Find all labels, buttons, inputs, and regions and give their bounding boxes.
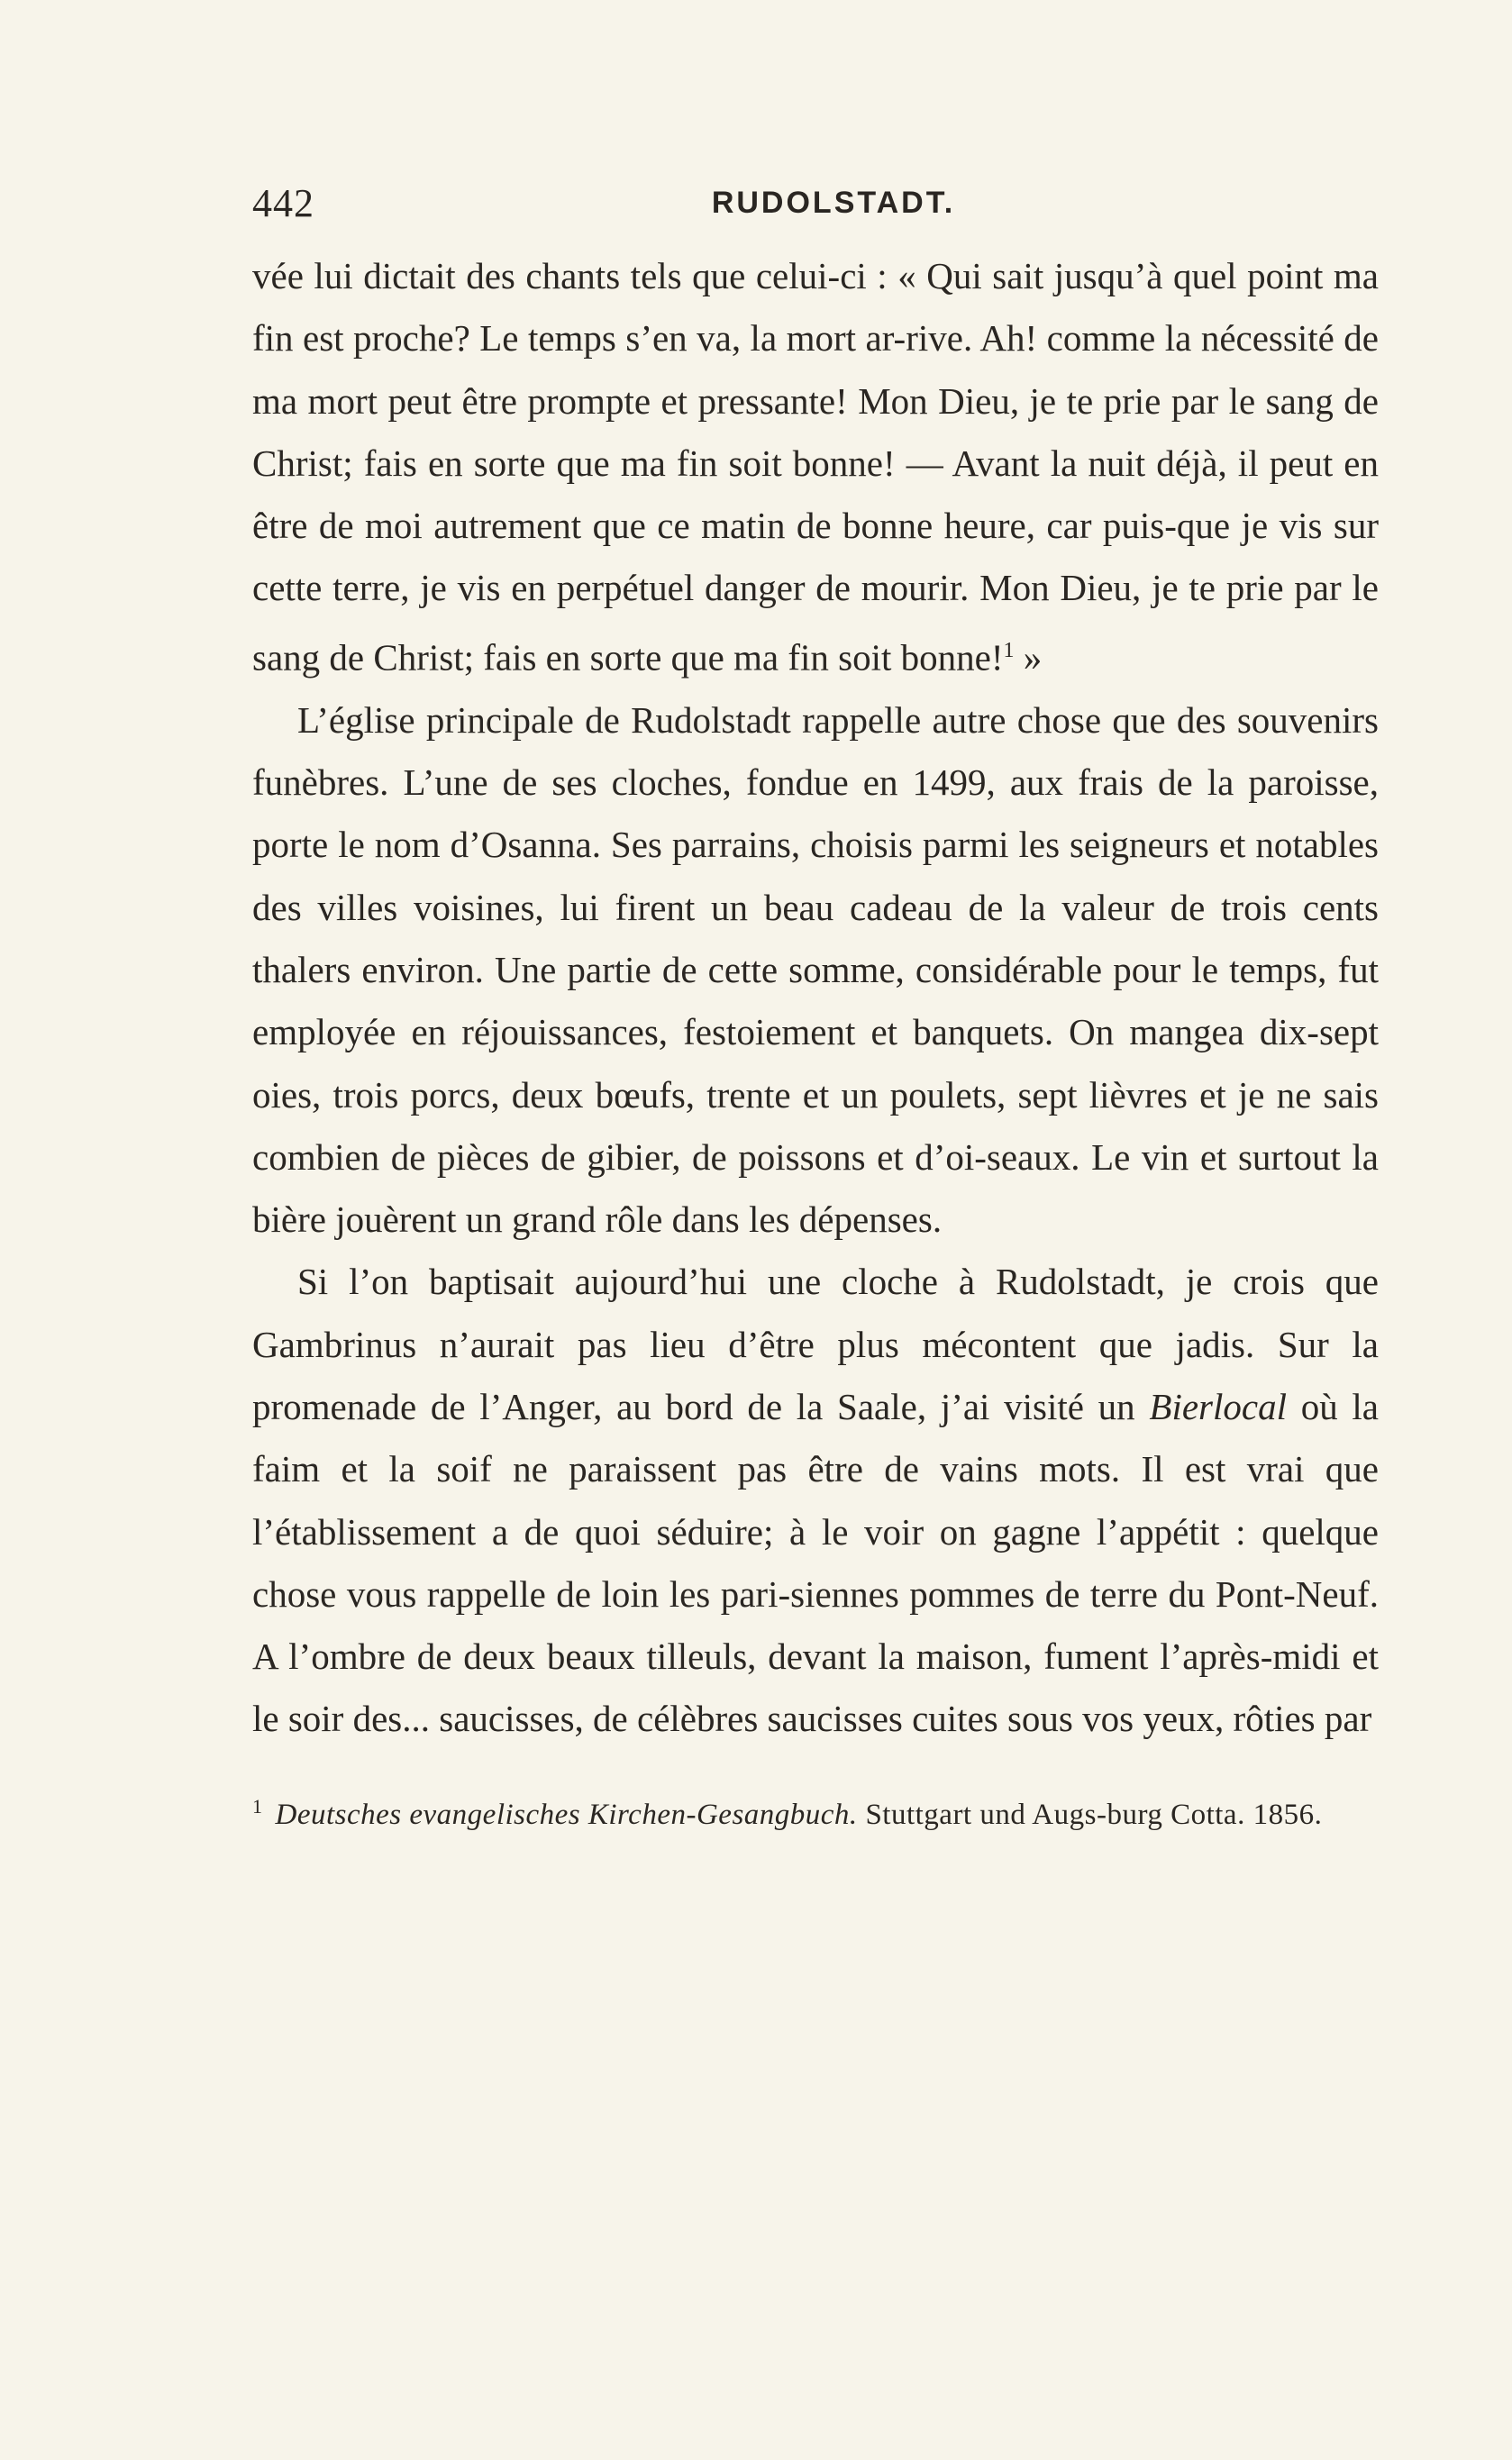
paragraph-text: vée lui dictait des chants tels que celui-ci : « Qui sait jusqu’à quel point ma fin est proche? Le temps s’en va, la mort ar-rive. Ah! comme la nécessité de ma mort peut être prompte et pressante! Mon Dieu, je te prie par le sang de Christ; fais en sorte que ma fin soit bonne! — Avant la nuit déjà, il peut en être de moi autrement que ce matin de bonne heure, car puis-que je vis sur cette terre, je vis en perpétuel danger de mourir. Mon Dieu, je te prie par le sang de Christ; fais en sorte que ma fin soit bonne! bbox=[252, 255, 1379, 679]
page-header bbox=[252, 180, 1379, 234]
paragraph bbox=[252, 245, 1379, 689]
paragraph-text: » bbox=[1014, 636, 1043, 679]
footnote-title: Deutsches evangelisches Kirchen-Gesangbuch. bbox=[275, 1798, 858, 1831]
italic-text: Bierlocal bbox=[1149, 1386, 1287, 1427]
footnote-reference-mark: 1 bbox=[1003, 638, 1015, 662]
paragraph-text: L’église principale de Rudolstadt rappelle autre chose que des souvenirs funèbres. L’une de ses cloches, fondue en 1499, aux frais de la paroisse, porte le nom d’Osanna. Ses parrains, choisis parmi les seigneurs et notables des villes voisines, lui firent un beau cadeau de la valeur de trois cents thalers environ. Une partie de cette somme, considérable pour le temps, fut employée en réjouissances, festoiement et banquets. On mangea dix-sept oies, trois porcs, deux bœufs, trente et un poulets, sept lièvres et je ne sais combien de pièces de gibier, de poissons et d’oi-seaux. Le vin et surtout la bière jouèrent un grand rôle dans les dépenses. bbox=[252, 698, 1379, 1241]
paragraph bbox=[252, 689, 1379, 1252]
body-text bbox=[252, 245, 1379, 1751]
footnote-mark: 1 bbox=[252, 1794, 263, 1818]
paragraph-text: Si l’on baptisait aujourd’hui une cloche à Rudolstadt, je crois que Gambrinus n’aurait pas lieu d’être plus mécontent que jadis. Sur la promenade de l’Anger, au bord de la Saale, j’ai visité un bbox=[252, 1261, 1379, 1427]
footnote bbox=[252, 1783, 1379, 1838]
paragraph-text: où la faim et la soif ne paraissent pas être de vains mots. Il est vrai que l’établissement a de quoi séduire; à le voir on gagne l’appétit : quelque chose vous rappelle de loin les pari-siennes pommes de terre du Pont-Neuf. A l’ombre de deux beaux tilleuls, devant la maison, fument l’après-midi et le soir des... saucisses, de célèbres saucisses cuites sous vos yeux, rôties par bbox=[252, 1386, 1379, 1740]
paragraph bbox=[252, 1251, 1379, 1750]
book-page bbox=[252, 180, 1379, 1838]
running-title: RUDOLSTADT. bbox=[711, 186, 956, 220]
page-number: 442 bbox=[252, 181, 314, 225]
footnote-reference: Stuttgart und Augs-burg Cotta. 1856. bbox=[857, 1798, 1323, 1831]
